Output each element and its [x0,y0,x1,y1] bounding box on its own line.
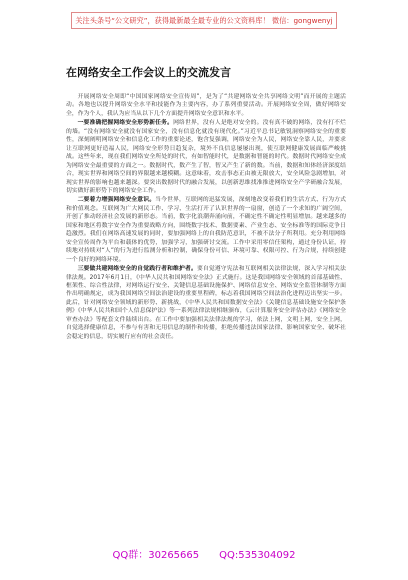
paragraph-section-three [66,265,346,341]
paragraph-text: 网络世界，没有人是绝对安全的。没有真不破的网络，没有打不烂的墙。“没有网络安全就没有国家安全，没有信息化就没有现代化。”习近平总书记敏锐洞察网络安全的重要性，深刻阐明网络安全和信息化工作的重要论述，饱含复强调，网络安全为人民，网络安全靠人民，并要求让互联网更好造福人民，网络安全形势日趋复杂，境外不良信息屡屡出现，使互联网健康发展面临严峻挑战。这些年来，现在我们网络安全所处的时代，有如智能时代，是数据和智能的时代。数据时代网络安全成为网络安全最重要的方面之一。数据时代，数产生了智，智又产生了新的数。当前，数据和知体经济深度结合，现实世界和网络空间的界限越来越模糊。这意味着，攻击事态正由被无限放大，安全风险急剧增加，对现实世界的影响也越来越深。要突出数据时代的融合发展，以创新思维找准推进网络安全产学研融合发展，切实做好新形势下的网络安全工作。 [66,120,346,194]
paragraph-text: 当今世界，互联网的迅猛发展，深刻地改变着我们的生活方式、行为方式和价值观念。互联网为广大网民工作、学习、生活打开了认识世界的一扇窗，创造了一个求知的广阔空间，开创了推动经济社会发展的新形态。当前，数字化浪潮奔涌向前，不确定性不确定性明显增加。越来越多的国家和地区将数字安全作为重要战略方向，围绕数字技术、数据要素、产业生态、安全标准等的国际竞争日趋激烈。我们在网络高速发展的同时，要加强网络上的自我防范意识，不被不法分子所利用。充分利用网络安全宣传周作为平台和载体的优势，加强学习，加强研讨交流。工作中采用零信任架构，通过身份认证，持续地对持续对“人”的行为进行监测分析和控制，确保身份可信、环境可靠、权限可控、行为合规，持续创建一个良好的网络环境。 [66,197,346,263]
qq-number-text: QQ:535304092 [219,550,296,561]
footer-contact [0,546,408,561]
promo-banner [71,12,337,29]
promo-banner-text: 关注头条号“公文研究”，获得最新最全最专业的公文资料库！ 微信：gongwenyj [75,16,333,25]
qq-group-text: QQ群：30265665 [112,550,200,561]
paragraph-lead: 三要做共建网络安全的自觉践行者和维护者。 [77,266,197,273]
article-body [66,93,346,342]
paragraph-lead: 二要着力增强网络安全意识。 [77,197,156,204]
page-title: 在网络安全工作会议上的交流发言 [66,66,231,79]
paragraph-lead: 一要准确把握网络安全形势新任务。 [77,120,174,127]
paragraph-text: 开展网络安全周即“中国国家网络安全宣传周”，是为了“共建网络安全共享网络文明”而开展的主题活动。各地也以提升网络安全水平和技能作为主要内容，办了系列重要活动。开展网络安全周，做好网络安全，作为个人，我认为应当从以下几个方面提升网络安全意识和水平。 [66,94,346,117]
paragraph-text: 要自觉遵守宪法和互联网相关法律法规，深入学习相关法律法规。2017年6月1日，《中华人民共和国网络安全法》正式施行。这是我国网络安全领域的首部基础性、框架性、综合性法律，对网络运行安全、关键信息基础设施保护、网络信息安全、网络安全监管体制等方面作出明确规定，成为我国网络空间法治建设的重要里程碑，标志着我国网络空间法治化进程迈出坚实一步。此后，针对网络安全领域的新形势、新挑战，《中华人民共和国数据安全法》《关键信息基础设施安全保护条例》《中华人民共和国个人信息保护法》等一系列法律法规相继颁布，《云计算服务安全评估办法》《网络安全审查办法》等配套文件陆续出台。在工作中要加强相关法律法规的学习，依法上网，文明上网，安全上网，自觉选择健康信息，不参与有害和无用信息的制作和传播，拒绝传播违法国家法律、影响国家安全、破坏社会稳定的信息，切实履行应有的社会责任。 [66,266,346,340]
paragraph-section-two [66,196,346,264]
paragraph-section-one [66,119,346,195]
paragraph-intro [66,93,346,118]
